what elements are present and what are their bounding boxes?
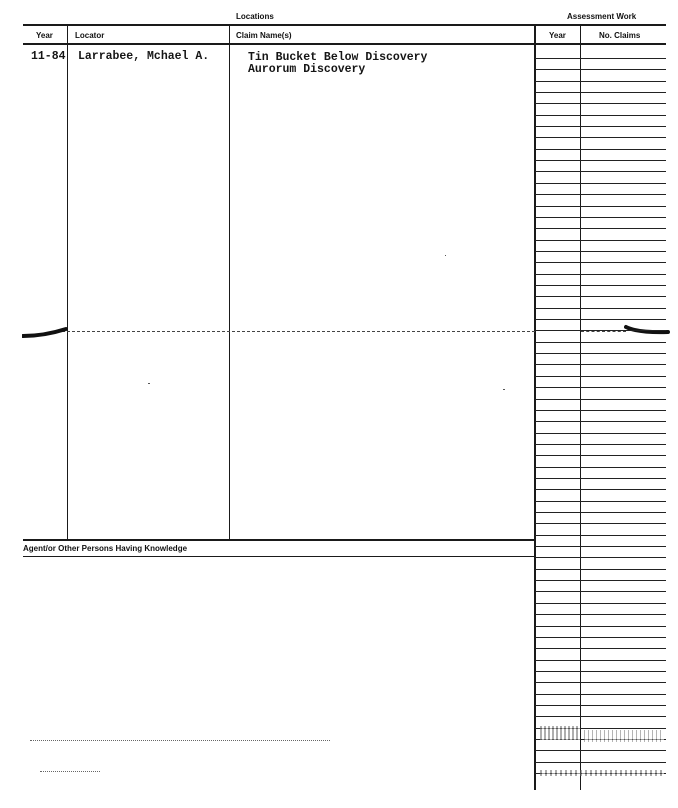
assessment-grid-row [535,501,666,502]
entry-year: 11-84 [31,50,66,63]
col-header-locator: Locator [75,31,105,40]
agent-section-rule [23,556,536,557]
assessment-grid-row [535,149,666,150]
assessment-grid-row [535,251,666,252]
fold-line [62,331,535,332]
assessment-grid-row [535,364,666,365]
smudge-1 [540,726,580,740]
assessment-grid-row [535,240,666,241]
entry-claim-1: Tin Bucket Below Discovery [248,51,428,64]
assessment-grid-row [535,330,666,331]
assessment-grid-row [535,557,666,558]
locations-header: Locations [236,12,274,21]
assessment-grid-row [535,523,666,524]
col-header-aw-year: Year [549,31,566,40]
assessment-grid-row [535,705,666,706]
assessment-grid-row [535,762,666,763]
assessment-grid-row [535,626,666,627]
assessment-grid-row [535,580,666,581]
entry-claim-2: Aurorum Discovery [248,63,366,76]
assessment-grid-row [535,433,666,434]
bottom-dotted-line [30,740,330,741]
header-top-rule [23,24,666,26]
assessment-grid-row [535,421,666,422]
bottom-dotted-line-2 [40,771,100,772]
assessment-grid-row [535,546,666,547]
assessment-grid-row [535,387,666,388]
assessment-grid-row [535,274,666,275]
header-bottom-rule [23,43,666,45]
assessment-grid-row [535,342,666,343]
assessment-work-header: Assessment Work [567,12,637,21]
assessment-grid-row [535,671,666,672]
assessment-grid-row [535,399,666,400]
assessment-grid-row [535,444,666,445]
assessment-grid-row [535,716,666,717]
assessment-grid-row [535,69,666,70]
assessment-grid-row [535,319,666,320]
assessment-grid-row [535,591,666,592]
smudge-3 [540,770,664,776]
assessment-grid-row [535,478,666,479]
assessment-grid-row [535,648,666,649]
assessment-grid-row [535,171,666,172]
assessment-grid-row [535,750,666,751]
assessment-grid-row [535,137,666,138]
fold-mark-left [22,326,68,340]
assessment-grid-row [535,660,666,661]
assessment-grid-row [535,58,666,59]
assessment-grid-row [535,603,666,604]
speck-a [148,383,150,384]
assessment-grid-row [535,512,666,513]
speck-c [445,255,446,256]
assessment-grid-row [535,535,666,536]
assessment-grid-row [535,682,666,683]
speck-b [503,389,505,390]
assessment-grid-row [535,489,666,490]
assessment-grid-row [535,183,666,184]
assessment-grid-row [535,614,666,615]
col-header-year: Year [36,31,53,40]
col-header-claim-names: Claim Name(s) [236,31,292,40]
assessment-grid-row [535,410,666,411]
assessment-grid-row [535,308,666,309]
assessment-grid-row [535,467,666,468]
entry-locator: Larrabee, Mchael A. [78,50,210,63]
assessment-grid-row [535,694,666,695]
assessment-grid-row [535,115,666,116]
divider-year-locator [67,26,68,540]
assessment-grid-row [535,103,666,104]
assessment-grid-row [535,92,666,93]
assessment-grid-row [535,569,666,570]
assessment-grid-row [535,160,666,161]
divider-locator-claims [229,26,230,540]
col-header-aw-no-claims: No. Claims [599,31,641,40]
assessment-grid-row [535,376,666,377]
fold-mark-right [624,324,670,338]
assessment-grid-row [535,637,666,638]
assessment-grid-row [535,455,666,456]
locations-bottom-rule [23,539,536,541]
assessment-grid-row [535,353,666,354]
divider-claims-assessment [534,26,536,790]
fold-line-right [581,331,626,332]
assessment-grid-row [535,194,666,195]
assessment-grid-row [535,126,666,127]
assessment-grid-row [535,296,666,297]
assessment-grid-row [535,285,666,286]
assessment-grid-row [535,217,666,218]
divider-aw-year-noclaims [580,26,581,790]
smudge-2 [584,730,664,742]
assessment-grid-row [535,206,666,207]
assessment-grid-row [535,262,666,263]
agent-section-label: Agent/or Other Persons Having Knowledge [23,544,188,553]
assessment-grid-row [535,81,666,82]
assessment-grid-row [535,228,666,229]
